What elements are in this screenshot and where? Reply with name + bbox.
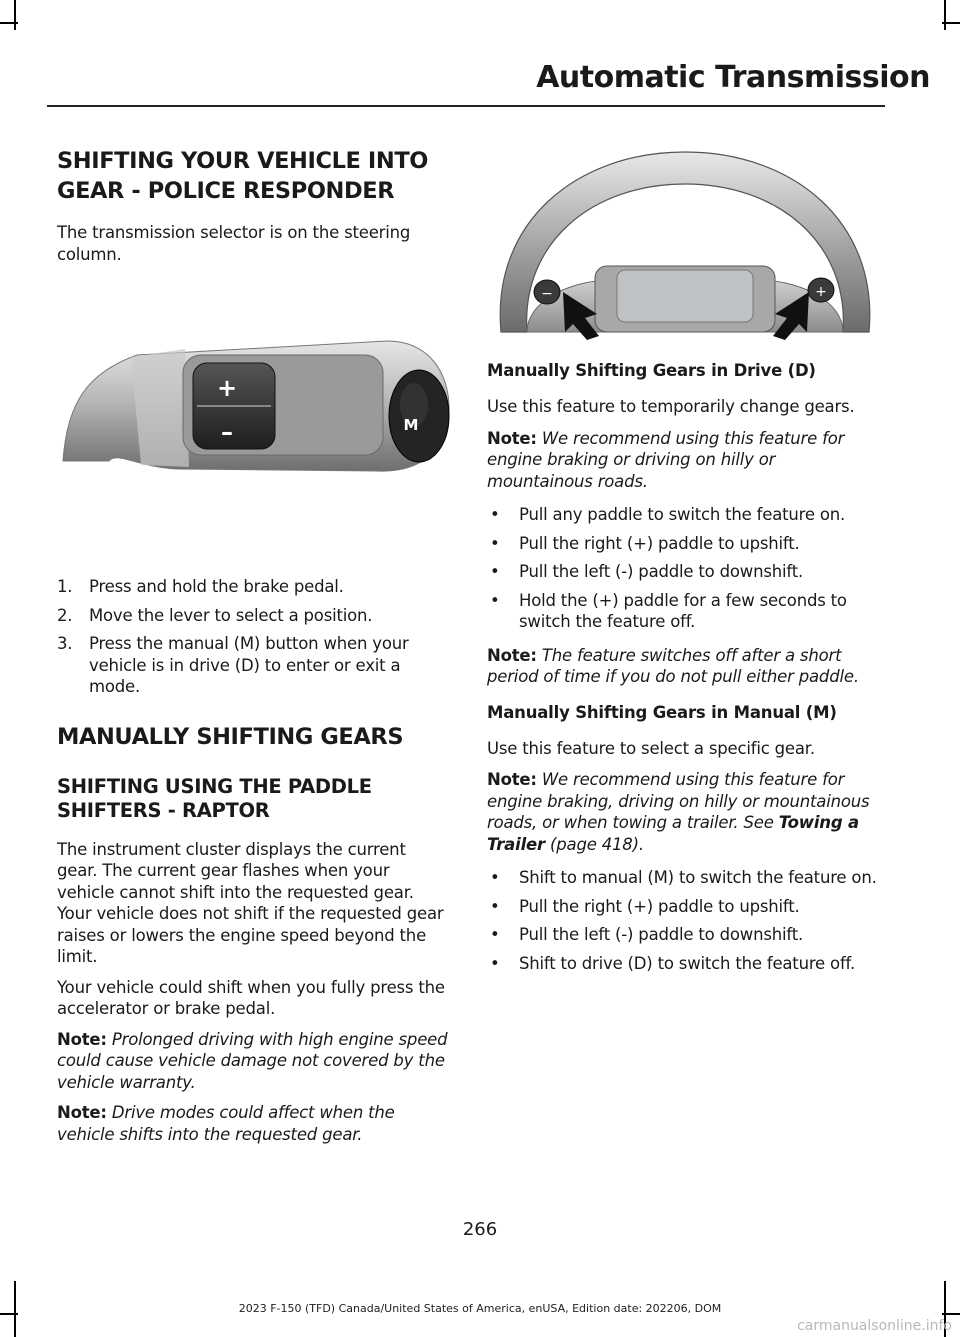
wheel-plus-label: + (815, 284, 827, 300)
note-label: Note: (487, 428, 537, 448)
left-column (57, 146, 450, 1145)
bullet-marker: • (490, 925, 500, 944)
bullet-marker: • (490, 868, 500, 887)
page-header-title: Automatic Transmission (536, 60, 930, 95)
list-item (487, 561, 883, 583)
watermark: carmanualsonline.info (797, 1318, 952, 1334)
paragraph: The instrument cluster displays the current gear. The current gear flashes when your vehicle cannot shift into the requested gear. Your vehicle does not shift if the requested gear raises or lowers the engine speed beyond the limit. (57, 839, 444, 966)
note (487, 645, 883, 688)
footer-edition: 2023 F-150 (TFD) Canada/United States of America, enUSA, Edition date: 202206, DOM (238, 1302, 722, 1315)
list-text: Press and hold the brake pedal. (89, 577, 344, 596)
list-item (487, 867, 883, 889)
page-reference: (page 418). (550, 834, 644, 854)
note-text: We recommend using this feature for engine braking or driving on hilly or mountainous roads. (487, 428, 845, 491)
bullet-list-manual (487, 867, 883, 974)
bullet-marker: • (490, 953, 500, 973)
header-rule (47, 105, 885, 107)
list-number: 1. (57, 577, 73, 596)
note (57, 1102, 450, 1145)
bullet-marker: • (490, 505, 500, 524)
crop-mark (942, 22, 960, 24)
note (487, 428, 883, 493)
list-item (487, 533, 883, 555)
wheel-minus-label: − (541, 286, 553, 302)
section-heading-shifting-police: SHIFTING YOUR VEHICLE INTO GEAR - POLICE RESPONDER (57, 148, 428, 204)
bullet-list-drive (487, 504, 883, 633)
list-item (487, 953, 883, 975)
list-text: Shift to drive (D) to switch the feature off. (519, 953, 856, 973)
list-text: Move the lever to select a position. (89, 605, 373, 625)
list-text: Pull the left (-) paddle to downshift. (519, 562, 804, 581)
steering-wheel-figure (487, 142, 883, 342)
m-button-label: M (403, 416, 419, 434)
list-number: 2. (57, 605, 73, 625)
crop-mark (14, 0, 16, 30)
list-item (487, 504, 883, 526)
stalk-illustration (57, 333, 450, 478)
transmission-stalk-figure (57, 333, 450, 478)
subheading-paddle-shifters: SHIFTING USING THE PADDLE SHIFTERS - RAPTOR (57, 774, 372, 822)
steps-list (57, 576, 450, 698)
note-label: Note: (487, 645, 537, 665)
crop-mark (944, 0, 946, 30)
note-text: We recommend using this feature for engine braking, driving on hilly or mountainous roads, or when towing a trailer. See (487, 770, 870, 832)
subheading-drive-mode: Manually Shifting Gears in Drive (D) (487, 361, 816, 380)
list-text: Hold the (+) paddle for a few seconds to switch the feature off. (519, 590, 847, 631)
intro-paragraph: The transmission selector is on the steering column. (57, 223, 411, 264)
bullet-marker: • (490, 533, 500, 553)
note (57, 1029, 450, 1094)
note-text: Prolonged driving with high engine speed could cause vehicle damage not covered by the vehicle warranty. (57, 1029, 448, 1092)
note-text: Drive modes could affect when the vehicle shifts into the requested gear. (57, 1103, 395, 1144)
right-column (487, 360, 883, 974)
list-text: Pull the right (+) paddle to upshift. (519, 896, 800, 916)
section-heading-manual-shifting: MANUALLY SHIFTING GEARS (57, 723, 404, 750)
note (487, 769, 883, 855)
note-label: Note: (487, 770, 537, 789)
bullet-marker: • (490, 590, 500, 610)
list-item (57, 605, 450, 627)
crop-mark (0, 22, 18, 24)
subheading-manual-mode: Manually Shifting Gears in Manual (M) (487, 702, 837, 722)
list-text: Pull the right (+) paddle to upshift. (519, 533, 800, 553)
page-number: 266 (462, 1219, 498, 1240)
paragraph: Use this feature to temporarily change gears. (487, 397, 855, 416)
list-item (57, 576, 450, 598)
list-text: Press the manual (M) button when your vehicle is in drive (D) to enter or exit a mode. (89, 634, 409, 696)
plus-symbol: + (216, 374, 238, 402)
note-label: Note: (57, 1029, 107, 1049)
list-item (57, 633, 450, 698)
minus-symbol: – (221, 418, 233, 446)
list-item (487, 924, 883, 946)
list-item (487, 896, 883, 918)
bullet-marker: • (490, 896, 500, 916)
steering-wheel-illustration (487, 142, 883, 342)
note-label: Note: (57, 1103, 107, 1122)
list-item (487, 590, 883, 633)
list-text: Pull the left (-) paddle to downshift. (519, 925, 804, 944)
list-number: 3. (57, 634, 73, 653)
towing-trailer-link[interactable]: Towing a Trailer (487, 813, 859, 854)
list-text: Pull any paddle to switch the feature on. (519, 505, 846, 524)
note-text: The feature switches off after a short period of time if you do not pull either paddle. (487, 645, 859, 686)
bullet-marker: • (490, 562, 500, 581)
list-text: Shift to manual (M) to switch the feature on. (519, 868, 877, 887)
paragraph: Use this feature to select a specific gear. (487, 738, 815, 758)
paragraph: Your vehicle could shift when you fully press the accelerator or brake pedal. (57, 977, 445, 1018)
